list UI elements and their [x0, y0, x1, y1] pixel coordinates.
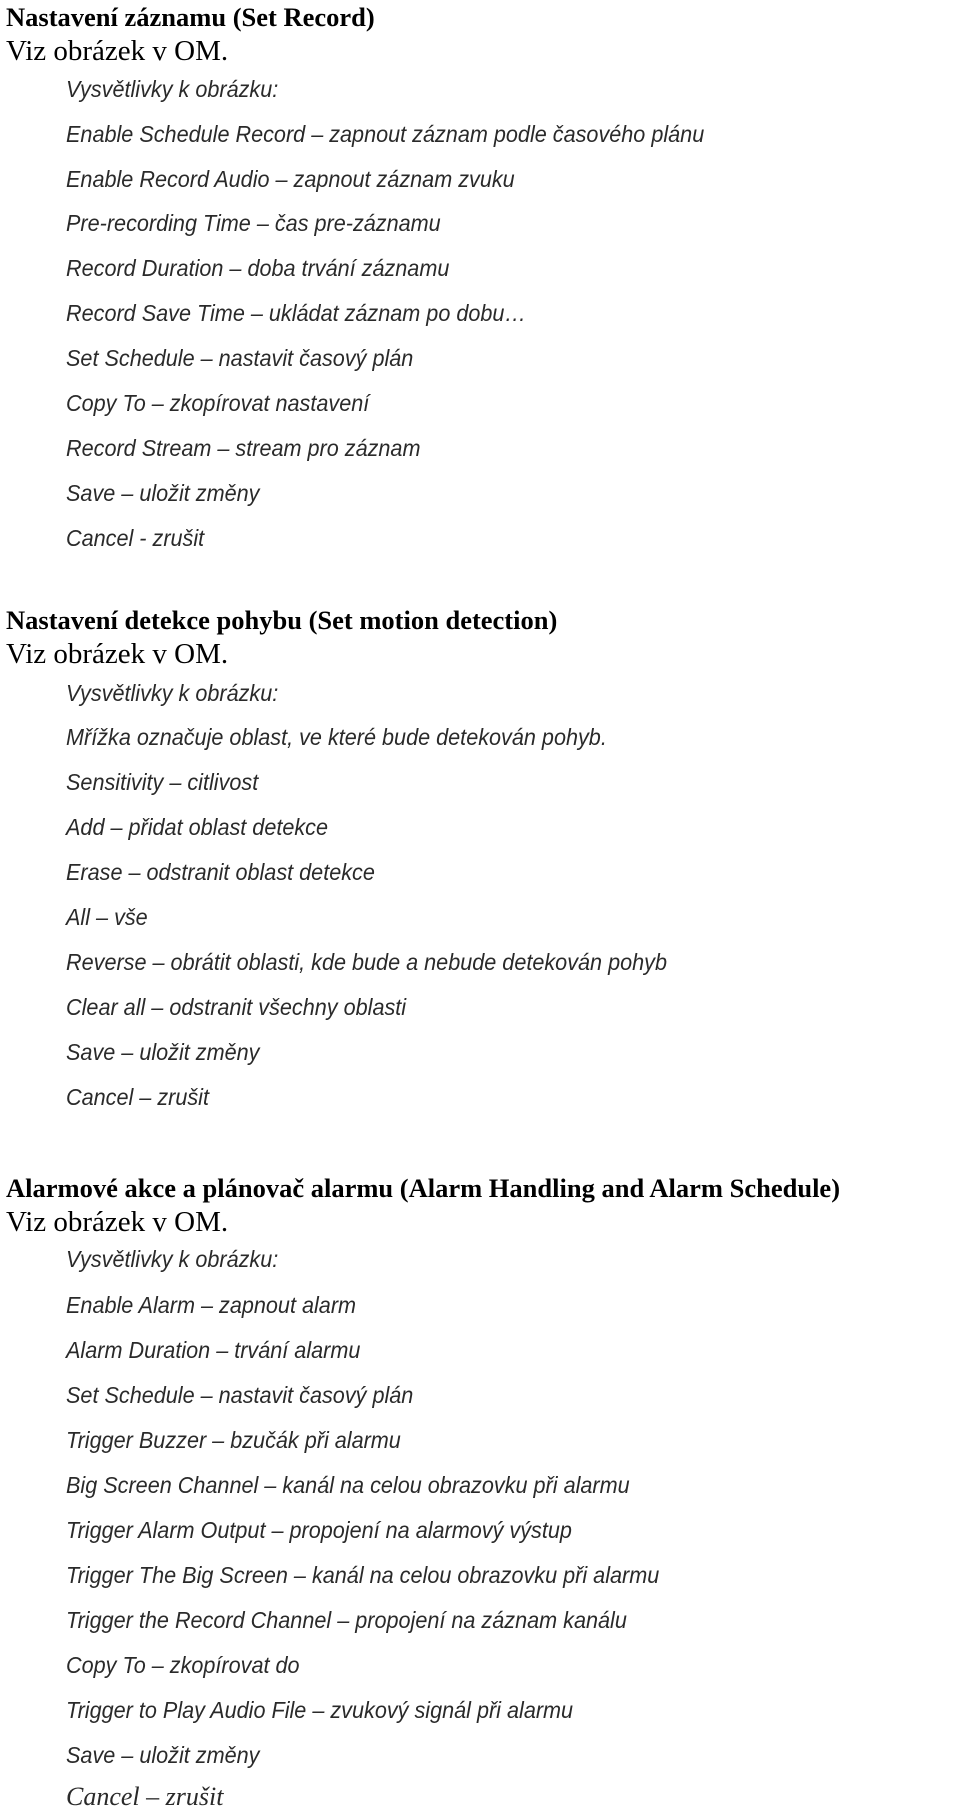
list-item: Trigger Alarm Output – propojení na alarmový výstup — [66, 1517, 572, 1543]
list-item: All – vše — [66, 904, 148, 930]
list-item: Trigger to Play Audio File – zvukový signál při alarmu — [66, 1697, 574, 1723]
section-heading: Alarmové akce a plánovač alarmu (Alarm Handling and Alarm Schedule) — [6, 1173, 841, 1203]
list-item: Trigger the Record Channel – propojení na záznam kanálu — [66, 1607, 627, 1633]
section-intro: Vysvětlivky k obrázku: — [66, 680, 279, 706]
list-item: Enable Alarm – zapnout alarm — [66, 1292, 357, 1318]
list-item: Big Screen Channel – kanál na celou obrazovku při alarmu — [66, 1472, 630, 1498]
list-item: Trigger The Big Screen – kanál na celou obrazovku při alarmu — [66, 1562, 660, 1588]
list-item: Save – uložit změny — [66, 1039, 260, 1065]
list-item: Save – uložit změny — [66, 1742, 260, 1768]
list-item: Cancel – zrušit — [66, 1782, 224, 1811]
list-item: Reverse – obrátit oblasti, kde bude a nebude detekován pohyb — [66, 949, 667, 975]
section-intro: Vysvětlivky k obrázku: — [66, 76, 279, 102]
section-reference: Viz obrázek v OM. — [6, 638, 229, 670]
list-item: Cancel - zrušit — [66, 525, 205, 551]
list-item: Enable Schedule Record – zapnout záznam podle časového plánu — [66, 121, 705, 147]
list-item: Record Save Time – ukládat záznam po dobu… — [66, 300, 527, 326]
list-item: Copy To – zkopírovat do — [66, 1652, 300, 1678]
list-item: Trigger Buzzer – bzučák při alarmu — [66, 1427, 401, 1453]
list-item: Clear all – odstranit všechny oblasti — [66, 994, 407, 1020]
section-heading: Nastavení detekce pohybu (Set motion detection) — [6, 605, 558, 635]
list-item: Set Schedule – nastavit časový plán — [66, 1382, 414, 1408]
list-item: Enable Record Audio – zapnout záznam zvuku — [66, 166, 515, 192]
section-reference: Viz obrázek v OM. — [6, 35, 229, 67]
section-intro: Vysvětlivky k obrázku: — [66, 1246, 279, 1272]
list-item: Set Schedule – nastavit časový plán — [66, 345, 414, 371]
list-item: Erase – odstranit oblast detekce — [66, 859, 375, 885]
list-item: Cancel – zrušit — [66, 1084, 209, 1110]
list-item: Mřížka označuje oblast, ve které bude detekován pohyb. — [66, 724, 607, 750]
list-item: Record Duration – doba trvání záznamu — [66, 255, 450, 281]
section-reference: Viz obrázek v OM. — [6, 1206, 229, 1238]
list-item: Sensitivity – citlivost — [66, 769, 259, 795]
section-heading: Nastavení záznamu (Set Record) — [6, 2, 375, 32]
list-item: Add – přidat oblast detekce — [66, 814, 329, 840]
list-item: Copy To – zkopírovat nastavení — [66, 390, 370, 416]
list-item: Record Stream – stream pro záznam — [66, 435, 421, 461]
list-item: Alarm Duration – trvání alarmu — [66, 1337, 361, 1363]
list-item: Save – uložit změny — [66, 480, 260, 506]
list-item: Pre-recording Time – čas pre-záznamu — [66, 210, 441, 236]
